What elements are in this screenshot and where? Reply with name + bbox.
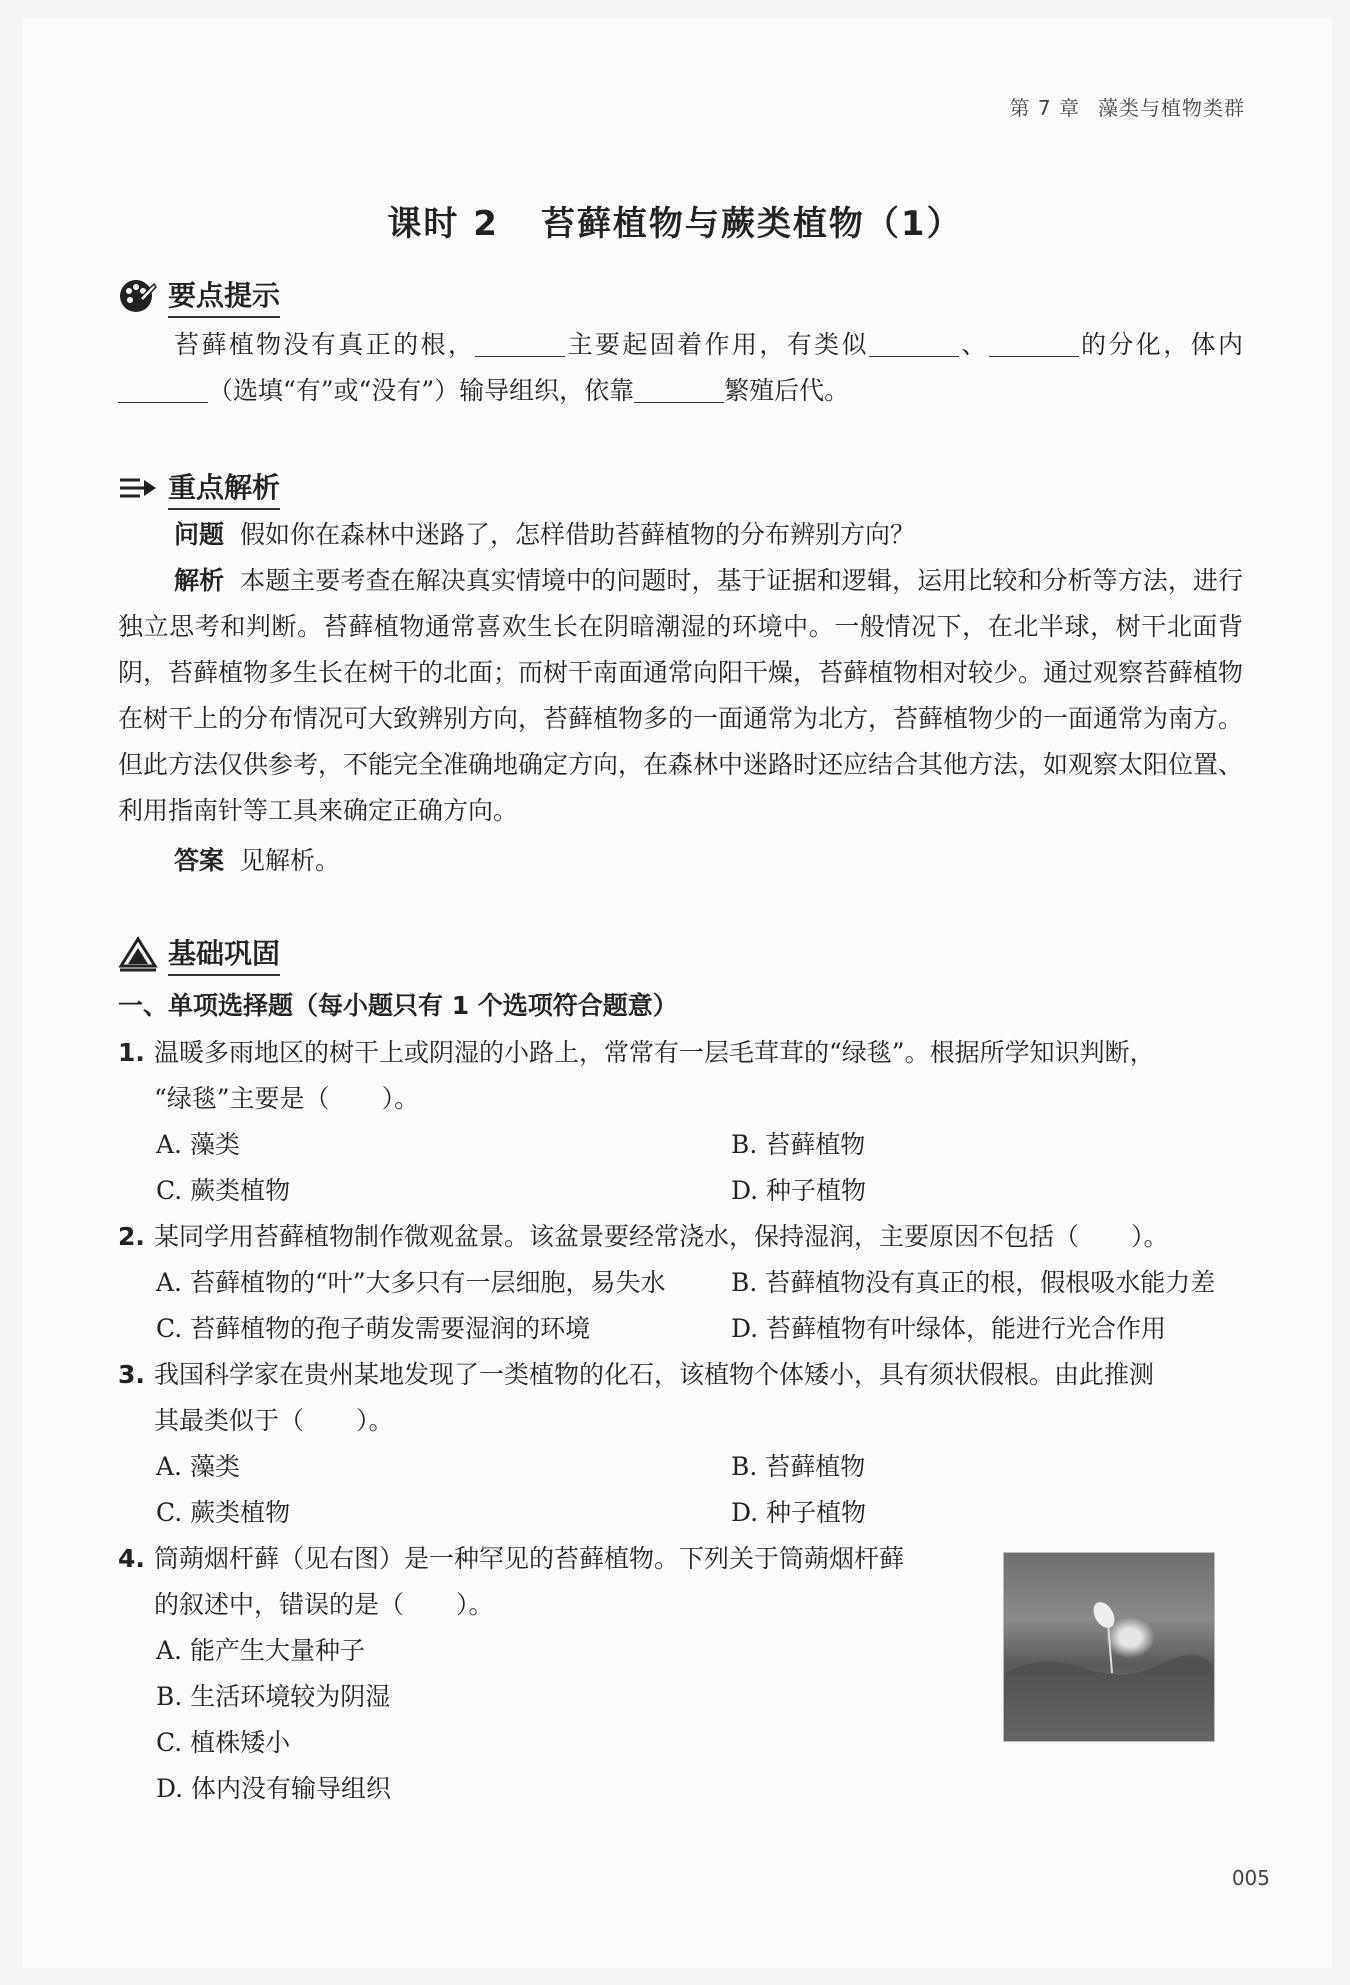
lesson-topic: 苔藓植物与蕨类植物（1） xyxy=(540,204,963,244)
q1-line2a: “绿毯”主要是（ xyxy=(154,1084,330,1113)
kp-text-5: （选填“有”或“没有”）输导组织，依靠 xyxy=(208,376,635,405)
q3-option-d[interactable]: D. 种子植物 xyxy=(731,1498,867,1527)
q4-option-b[interactable]: B. 生活环境较为阴湿 xyxy=(156,1682,391,1711)
q2-option-c[interactable]: C. 苔藓植物的孢子萌发需要湿润的环境 xyxy=(156,1314,591,1343)
q1-option-d[interactable]: D. 种子植物 xyxy=(731,1176,867,1205)
q4-option-d[interactable]: D. 体内没有输导组织 xyxy=(156,1774,392,1803)
page-number: 005 xyxy=(1231,1866,1270,1890)
kp-text-1: 苔藓植物没有真正的根， xyxy=(174,330,476,359)
kp-text-4: 的分化，体内 xyxy=(1078,330,1243,359)
key-points-label: 要点提示 xyxy=(168,274,280,318)
q2-option-a[interactable]: A. 苔藓植物的“叶”大多只有一层细胞，易失水 xyxy=(156,1268,666,1297)
kp-text-3: 、 xyxy=(958,330,989,359)
q1-option-c[interactable]: C. 蕨类植物 xyxy=(156,1176,291,1205)
q1-number: 1. xyxy=(118,1038,145,1067)
blank-1[interactable] xyxy=(475,330,565,357)
q3-option-a[interactable]: A. 藻类 xyxy=(156,1452,240,1481)
analysis-text: 本题主要考查在解决真实情境中的问题时，基于证据和逻辑，运用比较和分析等方法，进行独立思考和判断。苔藓植物通常喜欢生长在阴暗潮湿的环境中。一般情况下，在北半球，树干北面背阴，苔藓植物多生长在树干的北面；而树干南面通常向阳干燥，苔藓植物相对较少。通过观察苔藓植物在树干上的分布情况可大致辨别方向，苔藓植物多的一面通常为北方，苔藓植物少的一面通常为南方。但此方法仅供参考，不能完全准确地确定方向，在森林中迷路时还应结合其他方法，如观察太阳位置、利用指南针等工具来确定正确方向。 xyxy=(118,566,1244,825)
blank-3[interactable] xyxy=(989,330,1079,357)
section-title: 一、单项选择题（每小题只有 1 个选项符合题意） xyxy=(118,991,678,1020)
blank-2[interactable] xyxy=(869,330,959,357)
palette-icon xyxy=(118,278,158,314)
kp-text-2: 主要起固着作用，有类似 xyxy=(565,330,869,359)
analysis-heading xyxy=(118,466,280,510)
q3-number: 3. xyxy=(118,1360,145,1389)
q2-option-b[interactable]: B. 苔藓植物没有真正的根，假根吸水能力差 xyxy=(731,1268,1216,1297)
moss-photo xyxy=(1003,1552,1215,1742)
q2-line1a: 某同学用苔藓植物制作微观盆景。该盆景要经常浇水，保持湿润，主要原因不包括（ xyxy=(154,1222,1080,1251)
analysis-text-label: 解析 xyxy=(174,566,225,595)
question-4 xyxy=(118,1536,978,1812)
question-3 xyxy=(118,1352,1248,1536)
q1-line1: 温暖多雨地区的树干上或阴湿的小路上，常常有一层毛茸茸的“绿毯”。根据所学知识判断， xyxy=(154,1038,1155,1067)
q3-option-c[interactable]: C. 蕨类植物 xyxy=(156,1498,291,1527)
basics-label: 基础巩固 xyxy=(168,932,280,976)
q4-line1: 筒蒴烟杆藓（见右图）是一种罕见的苔藓植物。下列关于筒蒴烟杆藓 xyxy=(154,1544,905,1573)
q4-line2a: 的叙述中，错误的是（ xyxy=(154,1590,405,1619)
q2-line1b: ）。 xyxy=(1131,1222,1169,1251)
key-points-text xyxy=(118,322,1243,414)
q1-option-b[interactable]: B. 苔藓植物 xyxy=(731,1130,866,1159)
q4-line2b: ）。 xyxy=(456,1590,494,1619)
kp-text-6: 繁殖后代。 xyxy=(724,376,850,405)
analysis-label: 重点解析 xyxy=(168,466,280,510)
q4-option-c[interactable]: C. 植株矮小 xyxy=(156,1728,291,1757)
q1-line2b: ）。 xyxy=(381,1084,420,1113)
pen-lines-icon xyxy=(118,470,158,506)
q4-number: 4. xyxy=(118,1544,145,1573)
analysis-body xyxy=(118,558,1243,834)
basics-heading xyxy=(118,932,280,976)
chapter-number: 第 7 章 xyxy=(1009,96,1080,120)
lesson-number: 课时 2 xyxy=(387,204,499,244)
q2-number: 2. xyxy=(118,1222,145,1251)
answer-text: 见解析。 xyxy=(240,846,341,875)
question-label: 问题 xyxy=(174,520,225,549)
question-text: 假如你在森林中迷路了，怎样借助苔藓植物的分布辨别方向？ xyxy=(240,520,916,549)
q2-option-d[interactable]: D. 苔藓植物有叶绿体，能进行光合作用 xyxy=(731,1314,1167,1343)
chapter-title: 藻类与植物类群 xyxy=(1098,96,1245,120)
q3-line2b: ）。 xyxy=(356,1406,394,1435)
key-points-heading xyxy=(118,274,280,318)
question-2 xyxy=(118,1214,1248,1352)
q3-line2a: 其最类似于（ xyxy=(154,1406,305,1435)
q3-option-b[interactable]: B. 苔藓植物 xyxy=(731,1452,866,1481)
answer-label: 答案 xyxy=(174,846,225,875)
question-1 xyxy=(118,1030,1248,1214)
chapter-header xyxy=(1010,92,1245,121)
q4-option-a[interactable]: A. 能产生大量种子 xyxy=(156,1636,365,1665)
q1-option-a[interactable]: A. 藻类 xyxy=(156,1130,240,1159)
blank-4[interactable] xyxy=(118,376,208,403)
triangle-icon xyxy=(118,936,158,972)
q3-line1: 我国科学家在贵州某地发现了一类植物的化石，该植物个体矮小，具有须状假根。由此推测 xyxy=(154,1360,1155,1389)
blank-5[interactable] xyxy=(634,376,724,403)
analysis-question xyxy=(118,512,1243,558)
lesson-title xyxy=(0,196,1350,245)
analysis-answer xyxy=(118,838,1243,884)
